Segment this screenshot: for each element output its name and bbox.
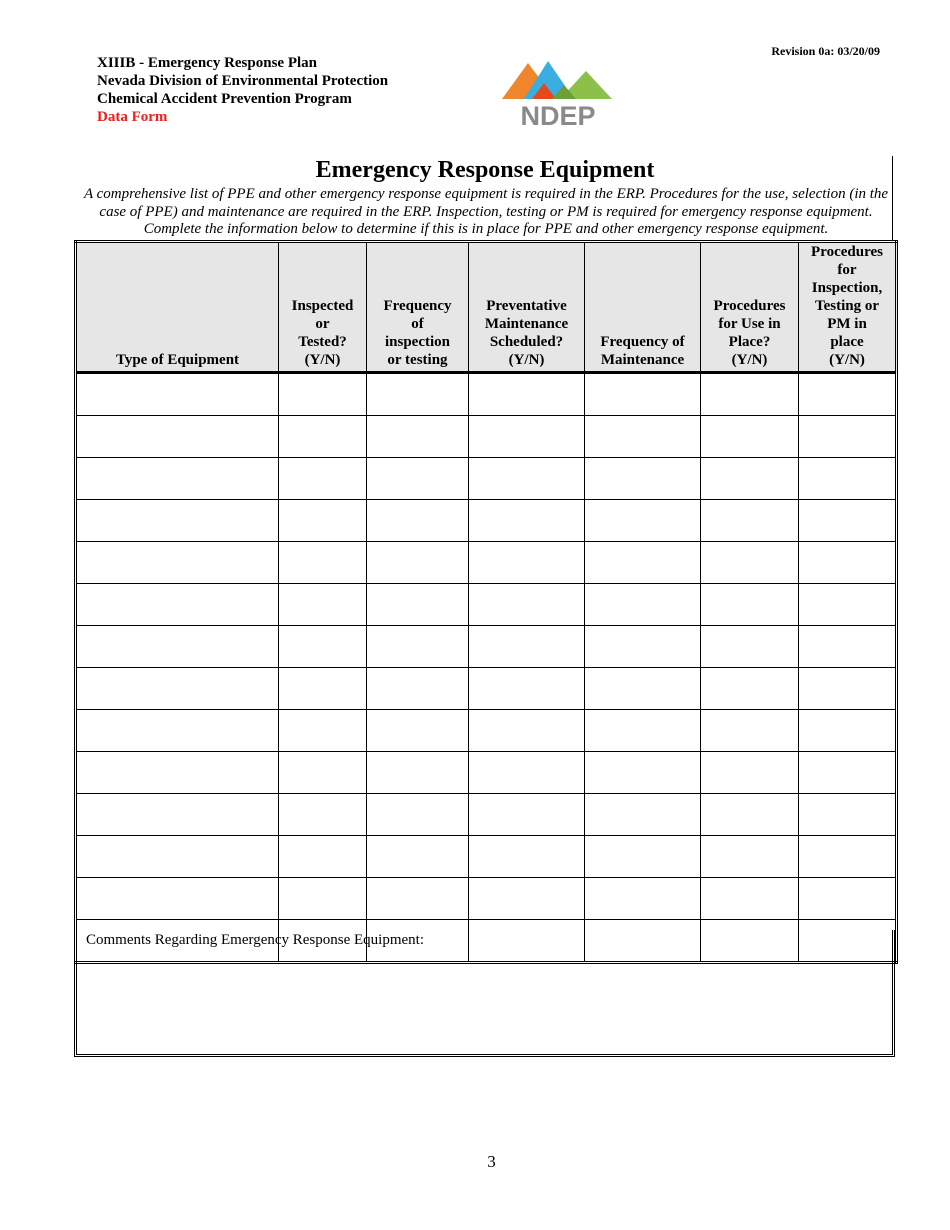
table-cell[interactable] (701, 878, 799, 920)
table-cell[interactable] (76, 752, 279, 794)
table-cell[interactable] (469, 752, 585, 794)
table-cell[interactable] (799, 458, 897, 500)
column-header (76, 242, 279, 373)
table-cell[interactable] (585, 836, 701, 878)
table-cell[interactable] (701, 710, 799, 752)
table-cell[interactable] (279, 584, 367, 626)
column-header-line: (Y/N) (508, 352, 545, 368)
intro-paragraph: A comprehensive list of PPE and other emergency response equipment is required in the ERP. Procedures for the use, selection (in the case of PPE) and maintenance are required in the ERP. Inspection, testing or PM is required for emergency response equipment. Complete the information below to determine if this is in place for PPE and other emergency response equipment. (83, 186, 889, 237)
table-cell[interactable] (367, 542, 469, 584)
table-cell[interactable] (585, 584, 701, 626)
column-header-line: Procedures (811, 244, 883, 260)
table-row (76, 458, 897, 500)
table-cell[interactable] (367, 458, 469, 500)
table-cell[interactable] (585, 373, 701, 416)
column-header-line: PM in (827, 316, 867, 332)
column-header (585, 242, 701, 373)
column-header-line: Frequency of (600, 334, 685, 350)
table-cell[interactable] (585, 668, 701, 710)
column-header-line: Inspected (291, 298, 354, 314)
table-row (76, 584, 897, 626)
table-cell[interactable] (76, 836, 279, 878)
table-cell[interactable] (367, 373, 469, 416)
table-cell[interactable] (469, 416, 585, 458)
table-row (76, 500, 897, 542)
table-cell[interactable] (279, 752, 367, 794)
column-header-line: (Y/N) (829, 352, 865, 368)
table-cell[interactable] (279, 878, 367, 920)
header-line: Nevada Division of Environmental Protection (97, 73, 389, 89)
table-cell[interactable] (76, 500, 279, 542)
table-cell[interactable] (469, 710, 585, 752)
table-cell[interactable] (799, 416, 897, 458)
table-row (76, 416, 897, 458)
table-row (76, 836, 897, 878)
table-cell[interactable] (799, 836, 897, 878)
table-row (76, 542, 897, 584)
column-header (701, 242, 799, 373)
column-header-line: Inspection, (811, 280, 883, 296)
column-header-line: Preventative (486, 298, 567, 314)
table-cell[interactable] (76, 373, 279, 416)
table-cell[interactable] (701, 668, 799, 710)
table-cell[interactable] (469, 626, 585, 668)
column-header-line: for Use in (718, 316, 781, 332)
table-cell[interactable] (367, 416, 469, 458)
table-cell[interactable] (279, 836, 367, 878)
table-cell[interactable] (469, 373, 585, 416)
column-header (469, 242, 585, 373)
form-header (97, 54, 388, 126)
table-cell[interactable] (469, 836, 585, 878)
table-cell[interactable] (279, 710, 367, 752)
table-cell[interactable] (585, 626, 701, 668)
page-number: 3 (487, 1152, 496, 1171)
table-cell[interactable] (799, 710, 897, 752)
column-header-line: place (830, 334, 864, 350)
header-line: XIIIB - Emergency Response Plan (97, 55, 317, 71)
table-cell[interactable] (367, 584, 469, 626)
table-cell[interactable] (469, 458, 585, 500)
table-cell[interactable] (799, 752, 897, 794)
table-cell[interactable] (279, 668, 367, 710)
table-row (76, 668, 897, 710)
table-cell[interactable] (469, 668, 585, 710)
table-cell[interactable] (701, 500, 799, 542)
column-header-line: for (837, 262, 857, 278)
table-cell[interactable] (701, 584, 799, 626)
table-cell[interactable] (469, 584, 585, 626)
column-header-line: Tested? (298, 334, 347, 350)
table-cell[interactable] (585, 710, 701, 752)
column-header-line: Scheduled? (489, 334, 564, 350)
table-cell[interactable] (585, 416, 701, 458)
column-header-line: Procedures (713, 298, 786, 314)
table-cell[interactable] (799, 500, 897, 542)
table-row (76, 878, 897, 920)
equipment-table (74, 240, 898, 964)
table-cell[interactable] (279, 458, 367, 500)
table-cell[interactable] (76, 878, 279, 920)
table-cell[interactable] (799, 584, 897, 626)
column-header (799, 242, 897, 373)
column-header-line: of (411, 316, 424, 332)
table-header-row (76, 242, 897, 373)
table-cell[interactable] (76, 458, 279, 500)
column-header-line: inspection (384, 334, 450, 350)
table-cell[interactable] (367, 794, 469, 836)
column-header-line: Place? (728, 334, 771, 350)
table-body (76, 373, 897, 963)
table-cell[interactable] (585, 878, 701, 920)
table-cell[interactable] (279, 626, 367, 668)
table-cell[interactable] (585, 458, 701, 500)
column-header-line: Testing or (814, 298, 880, 314)
table-cell[interactable] (279, 794, 367, 836)
header-line: Chemical Accident Prevention Program (97, 91, 352, 107)
table-cell[interactable] (76, 416, 279, 458)
table-cell[interactable] (585, 794, 701, 836)
column-header (279, 242, 367, 373)
table-cell[interactable] (367, 752, 469, 794)
table-cell[interactable] (799, 668, 897, 710)
table-cell[interactable] (76, 794, 279, 836)
table-cell[interactable] (76, 542, 279, 584)
table-cell[interactable] (76, 668, 279, 710)
table-cell[interactable] (585, 542, 701, 584)
table-cell[interactable] (585, 752, 701, 794)
table-cell[interactable] (76, 710, 279, 752)
comments-label: Comments Regarding Emergency Response Equipment: (86, 932, 424, 948)
column-header-line: Maintenance (484, 316, 569, 332)
table-cell[interactable] (701, 416, 799, 458)
table-cell[interactable] (701, 794, 799, 836)
table-cell[interactable] (279, 500, 367, 542)
table-cell[interactable] (76, 584, 279, 626)
table-cell[interactable] (279, 542, 367, 584)
column-header-line: Frequency (383, 298, 452, 314)
table-row (76, 710, 897, 752)
vertical-rule (892, 156, 893, 240)
table-cell[interactable] (279, 416, 367, 458)
table-cell[interactable] (367, 626, 469, 668)
table-cell[interactable] (469, 794, 585, 836)
table-cell[interactable] (799, 794, 897, 836)
table-cell[interactable] (76, 626, 279, 668)
table-cell[interactable] (701, 836, 799, 878)
revision-label: Revision 0a: 03/20/09 (771, 44, 880, 58)
table-row (76, 626, 897, 668)
table-cell[interactable] (469, 542, 585, 584)
table-cell[interactable] (701, 542, 799, 584)
table-cell[interactable] (585, 500, 701, 542)
column-header-line: (Y/N) (731, 352, 768, 368)
table-cell[interactable] (469, 878, 585, 920)
column-header-line: (Y/N) (304, 352, 341, 368)
table-cell[interactable] (701, 752, 799, 794)
column-header-line: Type of Equipment (115, 352, 240, 368)
form-label: Data Form (97, 109, 168, 125)
table-cell[interactable] (367, 500, 469, 542)
page-title: Emergency Response Equipment (315, 157, 655, 183)
table-cell[interactable] (367, 710, 469, 752)
column-header-line: Maintenance (600, 352, 685, 368)
table-cell[interactable] (469, 500, 585, 542)
table-cell[interactable] (799, 878, 897, 920)
table-cell[interactable] (799, 542, 897, 584)
column-header (367, 242, 469, 373)
table-cell[interactable] (701, 373, 799, 416)
table-cell[interactable] (701, 458, 799, 500)
table-cell[interactable] (367, 878, 469, 920)
ndep-logo (502, 53, 614, 129)
table-cell[interactable] (279, 373, 367, 416)
column-header-line: or testing (387, 352, 448, 368)
table-cell[interactable] (799, 626, 897, 668)
table-cell[interactable] (367, 836, 469, 878)
table-row (76, 373, 897, 416)
table-cell[interactable] (799, 373, 897, 416)
table-cell[interactable] (367, 668, 469, 710)
table-row (76, 752, 897, 794)
table-cell[interactable] (701, 626, 799, 668)
column-header-line: or (315, 316, 330, 332)
logo-text: NDEP (520, 101, 596, 129)
comments-box[interactable] (74, 930, 895, 1057)
table-row (76, 794, 897, 836)
